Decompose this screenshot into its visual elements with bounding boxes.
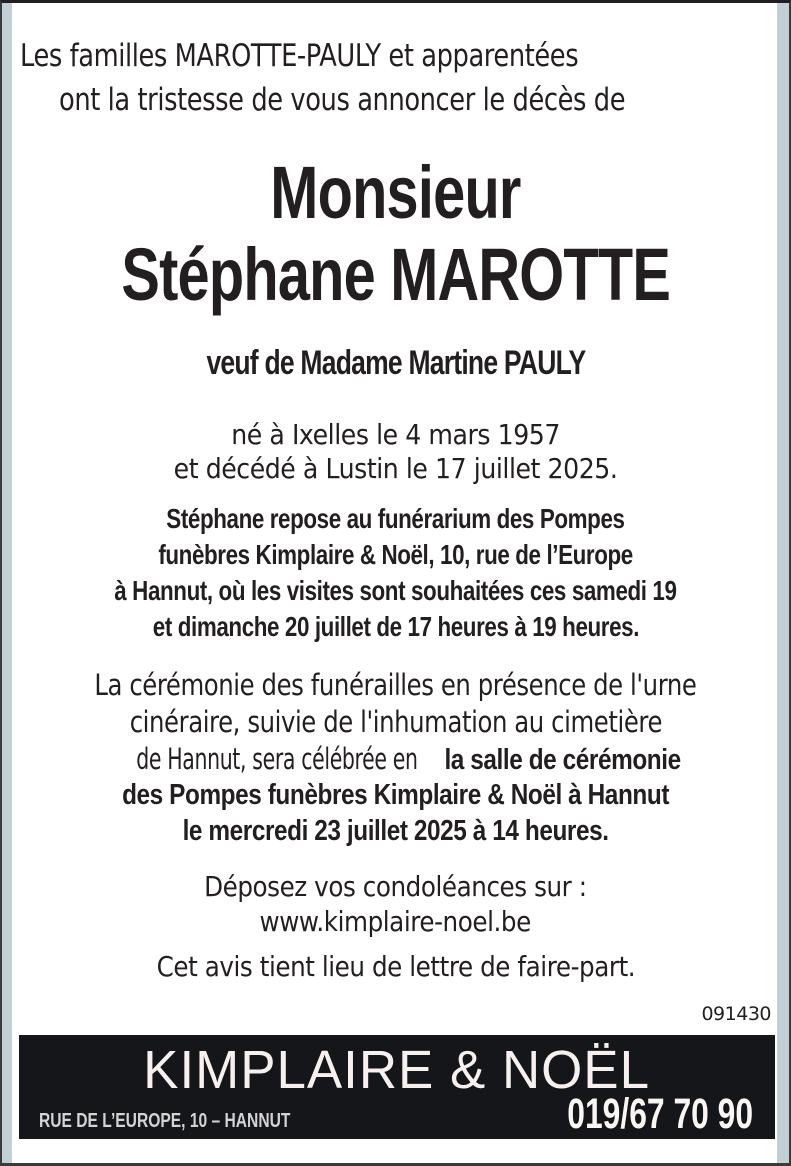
ceremony-regular-text: de Hannut, sera célébrée en (136, 742, 419, 776)
spouse-line (0, 344, 791, 383)
spouse-text: veuf de Madame Martine PAULY (205, 344, 586, 382)
ceremony-line (0, 668, 791, 702)
reference-number: 091430 (701, 1003, 771, 1025)
deceased-name (0, 232, 791, 317)
condolences-label-text: Déposez vos condoléances sur : (204, 870, 587, 903)
ceremony-line (0, 742, 791, 777)
intro-line-2: ont la tristesse de vous annoncer le décès de (59, 82, 626, 118)
birth-text: né à Ixelles le 4 mars 1957 (231, 418, 560, 451)
ceremony-text: le mercredi 23 juillet 2025 à 14 heures. (182, 815, 609, 847)
title-line-2: Stéphane MAROTTE (121, 233, 670, 316)
visitation-text: à Hannut, où les visites sont souhaitées ces samedi 19 (114, 575, 677, 606)
birth-line (0, 418, 791, 451)
death-text: et décédé à Lustin le 17 juillet 2025. (173, 452, 618, 485)
ceremony-text: des Pompes funèbres Kimplaire & Noël à Hannut (122, 779, 669, 811)
funeral-home-address: RUE DE L’EUROPE, 10 – HANNUT (39, 1110, 291, 1132)
death-line (0, 452, 791, 485)
ceremony-text (110, 742, 681, 777)
title-line-1: Monsieur (270, 151, 521, 234)
funeral-home-banner (19, 1035, 775, 1139)
deceased-title (0, 150, 791, 235)
visitation-text: et dimanche 20 juillet de 17 heures à 19 heures. (152, 611, 639, 642)
visitation-text: Stéphane repose au funérarium des Pompes (166, 503, 625, 534)
brand-text: KIMPLAIRE & NOËL (143, 1040, 651, 1100)
condolences-link[interactable]: www.kimplaire-noel.be (259, 905, 532, 938)
funeral-home-phone[interactable]: 019/67 70 90 (567, 1090, 753, 1138)
closing-text: Cet avis tient lieu de lettre de faire-part. (156, 950, 635, 983)
ceremony-text: cinéraire, suivie de l'inhumation au cimetière (129, 705, 662, 739)
visitation-line (0, 575, 791, 607)
ceremony-line (0, 705, 791, 739)
ceremony-line (0, 779, 791, 812)
visitation-line (0, 539, 791, 571)
closing-line (0, 950, 791, 983)
condolences-label (0, 870, 791, 903)
condolences-url[interactable] (0, 905, 791, 938)
ceremony-text: La cérémonie des funérailles en présence de l'urne (94, 668, 697, 702)
visitation-line (0, 503, 791, 535)
visitation-text: funèbres Kimplaire & Noël, 10, rue de l’Europe (158, 539, 633, 570)
intro-line-1: Les familles MAROTTE-PAULY et apparentées (20, 38, 579, 74)
ceremony-line (0, 815, 791, 848)
ceremony-venue-text: la salle de cérémonie (444, 744, 682, 776)
visitation-line (0, 611, 791, 643)
